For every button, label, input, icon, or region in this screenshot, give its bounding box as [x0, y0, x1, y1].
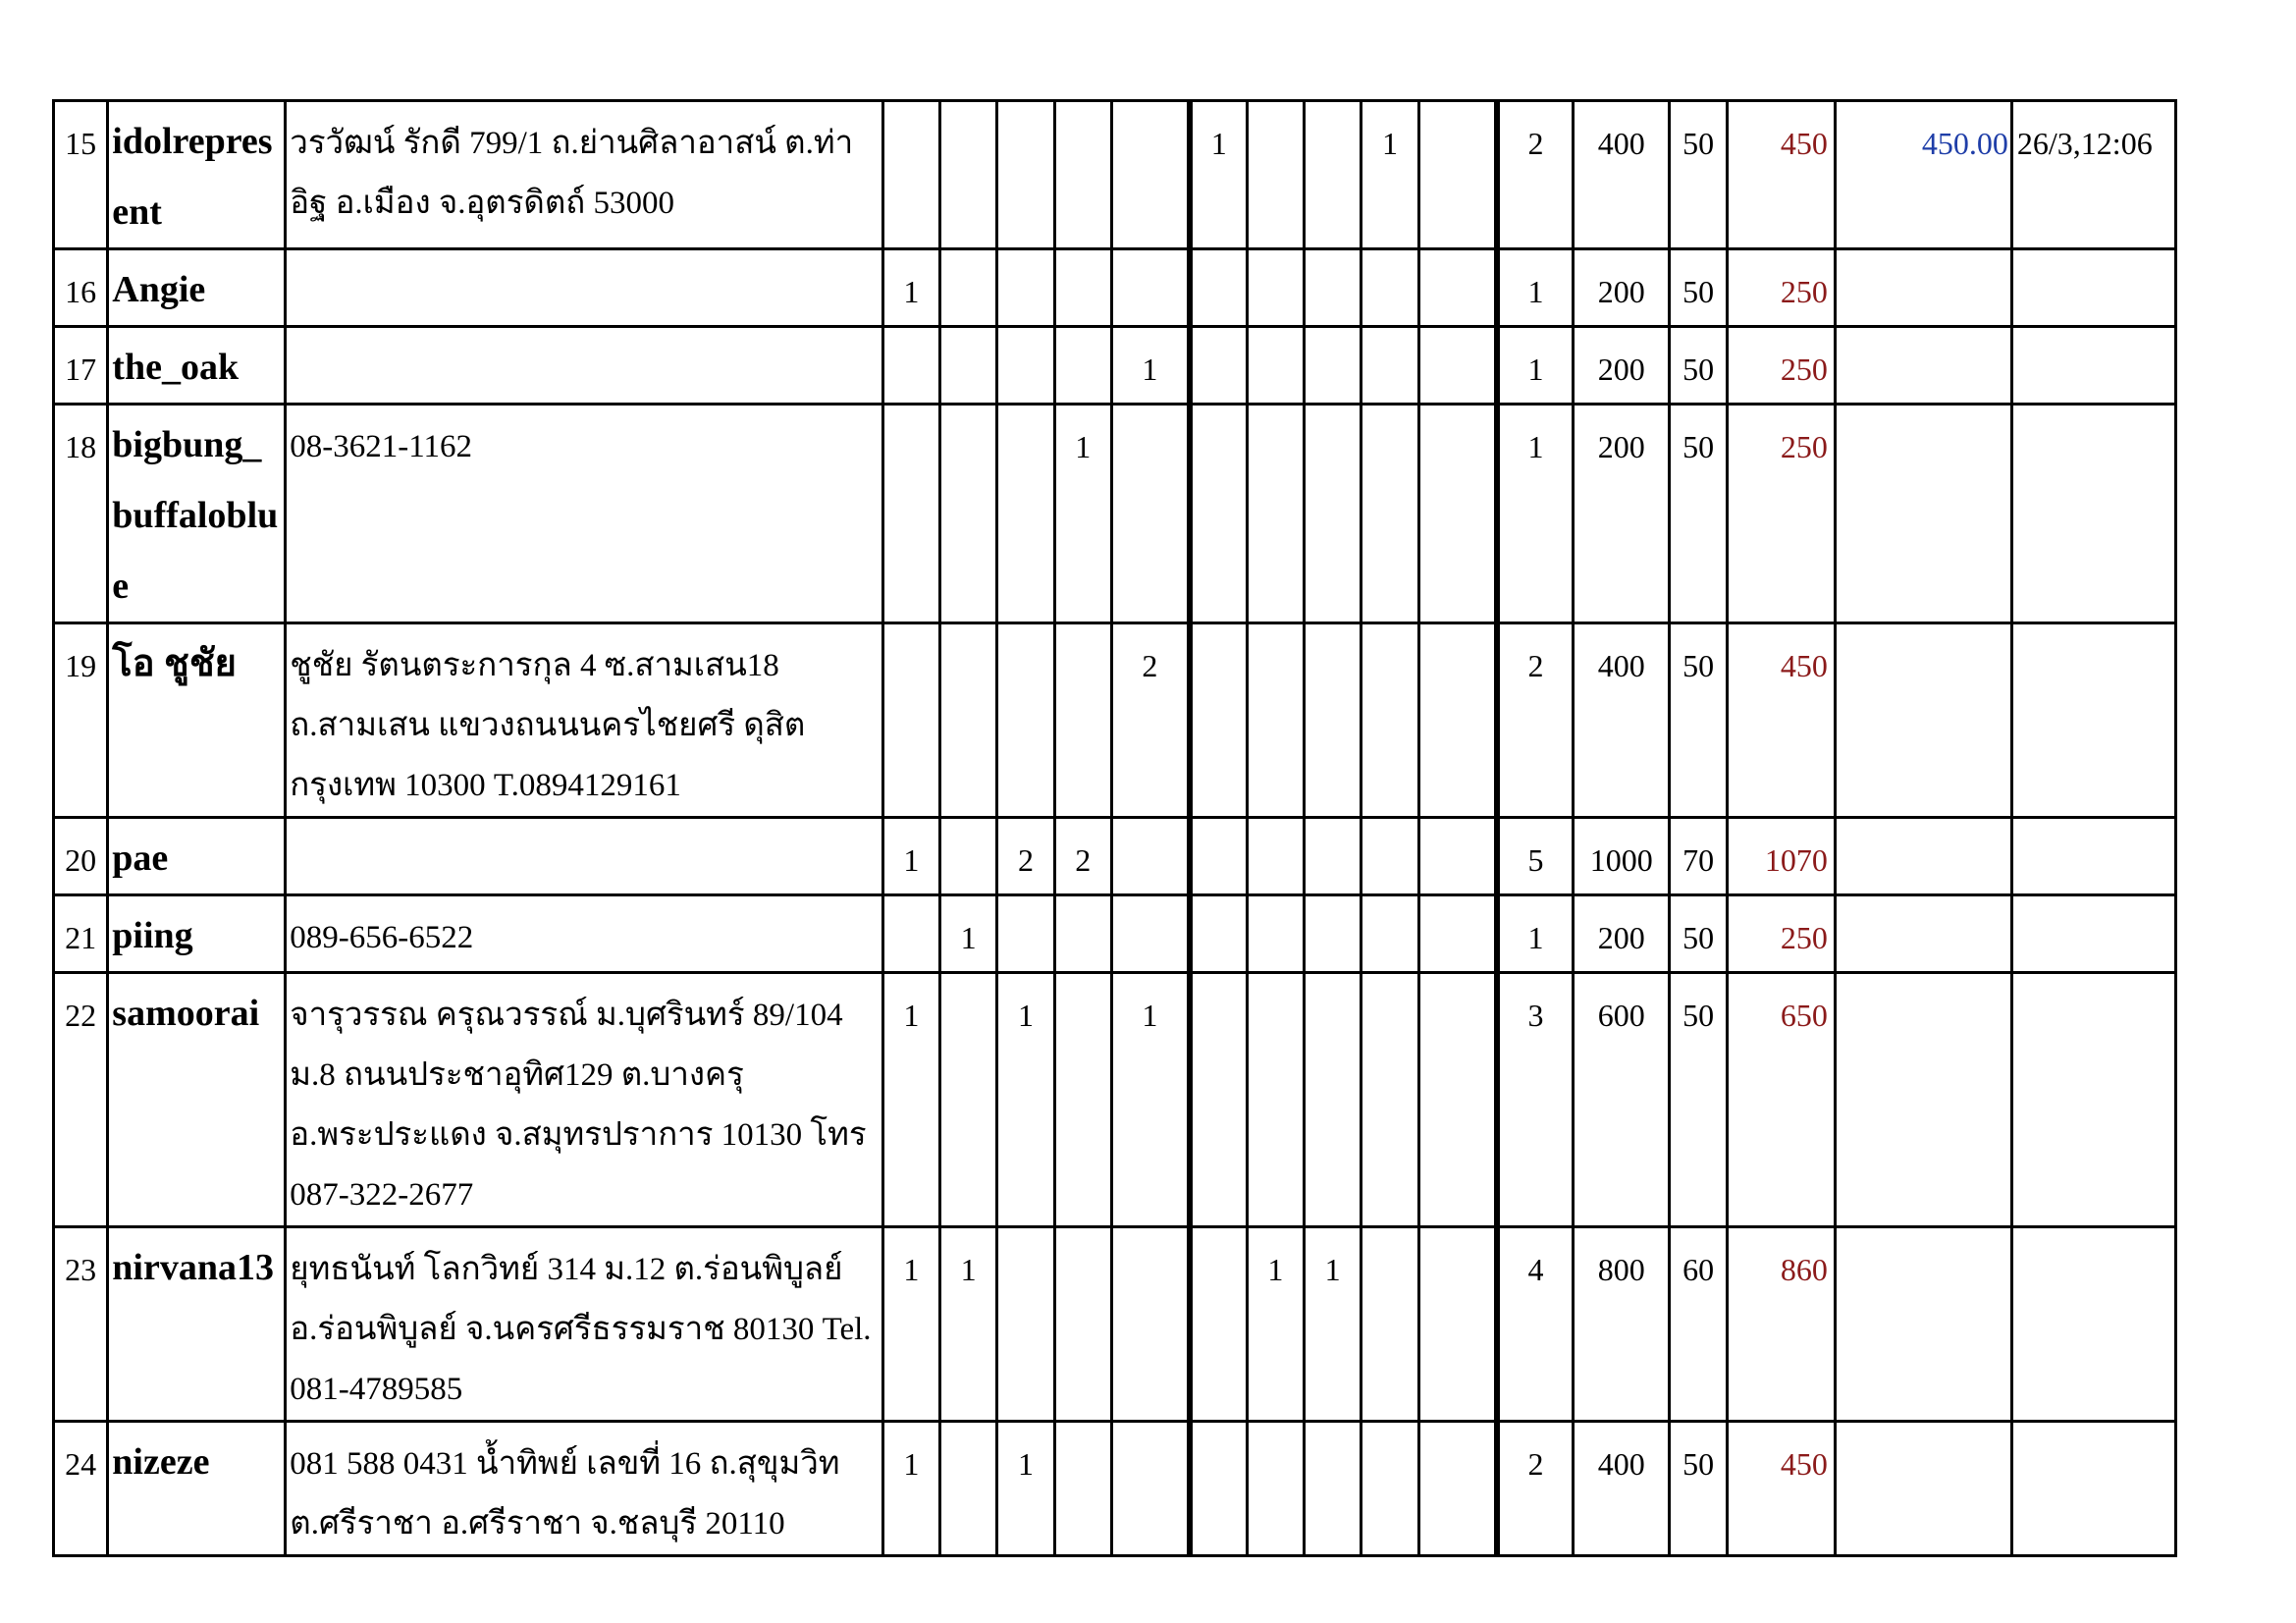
total-cell-text: 250	[1780, 274, 1828, 309]
paid-amount-cell	[1835, 327, 2011, 405]
item-qty-cell-7	[1247, 101, 1304, 249]
item-qty-cell-4-text: 2	[1075, 842, 1092, 878]
item-qty-cell-4	[1054, 623, 1111, 818]
paid-amount-cell	[1835, 1227, 2011, 1422]
table-row	[54, 895, 2176, 973]
price-cell-text: 400	[1597, 126, 1645, 161]
item-qty-cell-2	[939, 818, 996, 895]
shipping-cell-text: 50	[1682, 998, 1715, 1033]
item-qty-cell-2-text: 1	[960, 920, 977, 955]
total-cell	[1728, 327, 1836, 405]
item-qty-cell-3	[997, 623, 1054, 818]
price-cell	[1574, 101, 1670, 249]
customer-name-cell-text: โอ ชูชัย	[112, 643, 237, 684]
total-cell	[1728, 1422, 1836, 1556]
paid-amount-cell	[1835, 895, 2011, 973]
total-cell	[1728, 895, 1836, 973]
shipping-cell	[1670, 895, 1728, 973]
price-cell-text: 200	[1597, 429, 1645, 464]
item-qty-cell-1	[882, 1227, 939, 1422]
item-qty-cell-8	[1304, 895, 1361, 973]
total-cell-text: 860	[1780, 1252, 1828, 1287]
item-qty-cell-8-text: 1	[1324, 1252, 1341, 1287]
quantity-cell	[1497, 101, 1574, 249]
item-qty-cell-4	[1054, 1422, 1111, 1556]
item-qty-cell-5	[1111, 1227, 1189, 1422]
item-qty-cell-10	[1418, 1422, 1496, 1556]
item-qty-cell-3	[997, 101, 1054, 249]
item-qty-cell-3	[997, 818, 1054, 895]
item-qty-cell-9	[1362, 818, 1418, 895]
order-table	[52, 99, 2177, 1557]
paid-time-cell	[2011, 895, 2175, 973]
price-cell	[1574, 895, 1670, 973]
shipping-cell	[1670, 249, 1728, 327]
item-qty-cell-3	[997, 327, 1054, 405]
total-cell-text: 450	[1780, 1446, 1828, 1482]
row-number-cell-text: 16	[65, 274, 97, 309]
item-qty-cell-7	[1247, 405, 1304, 623]
item-qty-cell-9	[1362, 101, 1418, 249]
item-qty-cell-6	[1190, 405, 1247, 623]
shipping-cell	[1670, 973, 1728, 1227]
row-number-cell-text: 24	[65, 1446, 97, 1482]
quantity-cell-text: 5	[1527, 842, 1544, 878]
shipping-cell	[1670, 405, 1728, 623]
item-qty-cell-8	[1304, 973, 1361, 1227]
table-row	[54, 101, 2176, 249]
item-qty-cell-4-text: 1	[1075, 429, 1092, 464]
price-cell	[1574, 623, 1670, 818]
item-qty-cell-10	[1418, 623, 1496, 818]
quantity-cell-text: 3	[1527, 998, 1544, 1033]
item-qty-cell-4	[1054, 101, 1111, 249]
item-qty-cell-9	[1362, 973, 1418, 1227]
shipping-cell-text: 50	[1682, 648, 1715, 683]
address-cell	[286, 818, 882, 895]
item-qty-cell-6	[1190, 895, 1247, 973]
paid-time-cell	[2011, 327, 2175, 405]
address-cell	[286, 1227, 882, 1422]
item-qty-cell-3	[997, 895, 1054, 973]
quantity-cell-text: 1	[1527, 920, 1544, 955]
item-qty-cell-9	[1362, 405, 1418, 623]
item-qty-cell-8	[1304, 405, 1361, 623]
quantity-cell-text: 1	[1527, 429, 1544, 464]
address-cell	[286, 973, 882, 1227]
quantity-cell	[1497, 1227, 1574, 1422]
item-qty-cell-4	[1054, 1227, 1111, 1422]
customer-name-cell	[108, 623, 286, 818]
total-cell-text: 250	[1780, 429, 1828, 464]
item-qty-cell-5	[1111, 895, 1189, 973]
price-cell-text: 200	[1597, 274, 1645, 309]
item-qty-cell-6	[1190, 327, 1247, 405]
shipping-cell-text: 60	[1682, 1252, 1715, 1287]
row-number-cell	[54, 623, 108, 818]
shipping-cell-text: 50	[1682, 274, 1715, 309]
item-qty-cell-4	[1054, 249, 1111, 327]
item-qty-cell-10	[1418, 818, 1496, 895]
customer-name-cell-text: Angie	[112, 269, 206, 310]
row-number-cell-text: 17	[65, 352, 97, 387]
item-qty-cell-2	[939, 249, 996, 327]
address-cell-text: ชูชัย รัตนตระการกุล 4 ซ.สามเสน18 ถ.สามเสน แขวงถนนนครไชยศรี ดุสิต กรุงเทพ 10300 T.0894129161	[290, 648, 814, 803]
total-cell-text: 1070	[1764, 842, 1828, 878]
item-qty-cell-3	[997, 973, 1054, 1227]
row-number-cell-text: 22	[65, 998, 97, 1033]
shipping-cell	[1670, 818, 1728, 895]
item-qty-cell-4	[1054, 818, 1111, 895]
quantity-cell	[1497, 327, 1574, 405]
item-qty-cell-7	[1247, 327, 1304, 405]
total-cell-text: 650	[1780, 998, 1828, 1033]
customer-name-cell	[108, 973, 286, 1227]
row-number-cell	[54, 101, 108, 249]
item-qty-cell-9	[1362, 1422, 1418, 1556]
item-qty-cell-1	[882, 973, 939, 1227]
item-qty-cell-1-text: 1	[903, 1446, 920, 1482]
item-qty-cell-5-text: 1	[1142, 352, 1158, 387]
paid-time-cell	[2011, 973, 2175, 1227]
item-qty-cell-8	[1304, 1227, 1361, 1422]
item-qty-cell-6	[1190, 1227, 1247, 1422]
item-qty-cell-5	[1111, 818, 1189, 895]
quantity-cell-text: 2	[1527, 126, 1544, 161]
shipping-cell-text: 50	[1682, 126, 1715, 161]
item-qty-cell-10	[1418, 327, 1496, 405]
price-cell-text: 400	[1597, 1446, 1645, 1482]
paid-amount-cell	[1835, 101, 2011, 249]
paid-amount-cell	[1835, 623, 2011, 818]
shipping-cell	[1670, 1422, 1728, 1556]
paid-time-cell-text: 26/3,12:06	[2016, 126, 2153, 161]
quantity-cell-text: 1	[1527, 352, 1544, 387]
customer-name-cell	[108, 101, 286, 249]
customer-name-cell-text: nizeze	[112, 1441, 210, 1483]
total-cell	[1728, 101, 1836, 249]
row-number-cell-text: 23	[65, 1252, 97, 1287]
item-qty-cell-1-text: 1	[903, 274, 920, 309]
quantity-cell	[1497, 973, 1574, 1227]
item-qty-cell-9-text: 1	[1381, 126, 1398, 161]
item-qty-cell-1	[882, 623, 939, 818]
total-cell	[1728, 405, 1836, 623]
item-qty-cell-2	[939, 1227, 996, 1422]
quantity-cell	[1497, 1422, 1574, 1556]
item-qty-cell-6	[1190, 101, 1247, 249]
address-cell	[286, 101, 882, 249]
address-cell-text: ยุทธนันท์ โลกวิทย์ 314 ม.12 ต.ร่อนพิบูลย์ อ.ร่อนพิบูลย์ จ.นครศรีธรรมราช 80130 Tel. 081-4789585	[290, 1252, 880, 1407]
item-qty-cell-7	[1247, 895, 1304, 973]
quantity-cell-text: 2	[1527, 1446, 1544, 1482]
item-qty-cell-1	[882, 249, 939, 327]
row-number-cell-text: 20	[65, 842, 97, 878]
item-qty-cell-9	[1362, 623, 1418, 818]
shipping-cell	[1670, 101, 1728, 249]
item-qty-cell-5	[1111, 327, 1189, 405]
paid-time-cell	[2011, 1422, 2175, 1556]
item-qty-cell-1	[882, 895, 939, 973]
customer-name-cell-text: bigbung_buffaloblue	[112, 424, 279, 607]
table-row	[54, 1422, 2176, 1556]
item-qty-cell-2	[939, 623, 996, 818]
row-number-cell	[54, 249, 108, 327]
item-qty-cell-9	[1362, 327, 1418, 405]
address-cell	[286, 895, 882, 973]
item-qty-cell-1-text: 1	[903, 1252, 920, 1287]
price-cell-text: 200	[1597, 920, 1645, 955]
item-qty-cell-6	[1190, 973, 1247, 1227]
shipping-cell-text: 50	[1682, 352, 1715, 387]
row-number-cell	[54, 973, 108, 1227]
shipping-cell	[1670, 1227, 1728, 1422]
item-qty-cell-10	[1418, 101, 1496, 249]
quantity-cell	[1497, 249, 1574, 327]
paid-time-cell	[2011, 101, 2175, 249]
item-qty-cell-7	[1247, 973, 1304, 1227]
table-row	[54, 1227, 2176, 1422]
shipping-cell-text: 70	[1682, 842, 1715, 878]
customer-name-cell	[108, 1422, 286, 1556]
customer-name-cell-text: nirvana13	[112, 1247, 274, 1288]
total-cell	[1728, 818, 1836, 895]
paid-amount-cell	[1835, 1422, 2011, 1556]
item-qty-cell-3	[997, 405, 1054, 623]
item-qty-cell-10	[1418, 249, 1496, 327]
shipping-cell-text: 50	[1682, 920, 1715, 955]
order-table-body	[54, 101, 2176, 1556]
item-qty-cell-9	[1362, 1227, 1418, 1422]
price-cell-text: 600	[1597, 998, 1645, 1033]
total-cell	[1728, 623, 1836, 818]
address-cell-text: 081 588 0431 น้ำทิพย์ เลขที่ 16 ถ.สุขุมวิท ต.ศรีราชา อ.ศรีราชา จ.ชลบุรี 20110	[290, 1446, 848, 1542]
address-cell-text: วรวัฒน์ รักดี 799/1 ถ.ย่านศิลาอาสน์ ต.ท่าอิฐ อ.เมือง จ.อุตรดิตถ์ 53000	[290, 126, 854, 221]
price-cell	[1574, 818, 1670, 895]
price-cell-text: 800	[1597, 1252, 1645, 1287]
total-cell-text: 250	[1780, 352, 1828, 387]
total-cell-text: 450	[1780, 648, 1828, 683]
row-number-cell	[54, 895, 108, 973]
price-cell	[1574, 1227, 1670, 1422]
shipping-cell	[1670, 623, 1728, 818]
customer-name-cell-text: piing	[112, 915, 193, 956]
shipping-cell	[1670, 327, 1728, 405]
item-qty-cell-3	[997, 1422, 1054, 1556]
item-qty-cell-1	[882, 101, 939, 249]
address-cell	[286, 405, 882, 623]
item-qty-cell-5-text: 2	[1142, 648, 1158, 683]
price-cell-text: 200	[1597, 352, 1645, 387]
table-row	[54, 249, 2176, 327]
item-qty-cell-5	[1111, 405, 1189, 623]
paid-time-cell	[2011, 405, 2175, 623]
price-cell	[1574, 1422, 1670, 1556]
item-qty-cell-8	[1304, 249, 1361, 327]
row-number-cell	[54, 1227, 108, 1422]
paid-amount-cell	[1835, 973, 2011, 1227]
item-qty-cell-7-text: 1	[1267, 1252, 1284, 1287]
paid-amount-cell	[1835, 249, 2011, 327]
shipping-cell-text: 50	[1682, 429, 1715, 464]
quantity-cell	[1497, 818, 1574, 895]
customer-name-cell	[108, 249, 286, 327]
quantity-cell	[1497, 895, 1574, 973]
table-row	[54, 623, 2176, 818]
price-cell-text: 400	[1597, 648, 1645, 683]
item-qty-cell-6	[1190, 249, 1247, 327]
customer-name-cell-text: pae	[112, 838, 169, 879]
item-qty-cell-10	[1418, 1227, 1496, 1422]
item-qty-cell-3-text: 1	[1017, 998, 1034, 1033]
item-qty-cell-5	[1111, 249, 1189, 327]
quantity-cell-text: 2	[1527, 648, 1544, 683]
total-cell	[1728, 249, 1836, 327]
quantity-cell	[1497, 405, 1574, 623]
item-qty-cell-5	[1111, 973, 1189, 1227]
customer-name-cell	[108, 895, 286, 973]
customer-name-cell	[108, 1227, 286, 1422]
shipping-cell-text: 50	[1682, 1446, 1715, 1482]
item-qty-cell-1-text: 1	[903, 998, 920, 1033]
item-qty-cell-3	[997, 249, 1054, 327]
paid-time-cell	[2011, 1227, 2175, 1422]
item-qty-cell-1	[882, 405, 939, 623]
item-qty-cell-2	[939, 327, 996, 405]
address-cell	[286, 1422, 882, 1556]
item-qty-cell-4	[1054, 895, 1111, 973]
item-qty-cell-3	[997, 1227, 1054, 1422]
total-cell	[1728, 1227, 1836, 1422]
item-qty-cell-2	[939, 405, 996, 623]
paid-time-cell	[2011, 623, 2175, 818]
quantity-cell-text: 1	[1527, 274, 1544, 309]
paid-amount-cell	[1835, 405, 2011, 623]
customer-name-cell-text: samoorai	[112, 993, 260, 1034]
table-row	[54, 818, 2176, 895]
item-qty-cell-3-text: 1	[1017, 1446, 1034, 1482]
item-qty-cell-7	[1247, 623, 1304, 818]
row-number-cell-text: 21	[65, 920, 97, 955]
item-qty-cell-1	[882, 327, 939, 405]
item-qty-cell-5	[1111, 101, 1189, 249]
item-qty-cell-10	[1418, 405, 1496, 623]
total-cell	[1728, 973, 1836, 1227]
item-qty-cell-6	[1190, 1422, 1247, 1556]
address-cell-text: 089-656-6522	[290, 920, 474, 955]
item-qty-cell-8	[1304, 818, 1361, 895]
item-qty-cell-9	[1362, 249, 1418, 327]
row-number-cell	[54, 1422, 108, 1556]
address-cell	[286, 623, 882, 818]
item-qty-cell-8	[1304, 101, 1361, 249]
total-cell-text: 450	[1780, 126, 1828, 161]
item-qty-cell-4	[1054, 327, 1111, 405]
table-row	[54, 405, 2176, 623]
customer-name-cell	[108, 405, 286, 623]
row-number-cell-text: 19	[65, 648, 97, 683]
customer-name-cell	[108, 327, 286, 405]
item-qty-cell-4	[1054, 405, 1111, 623]
item-qty-cell-2	[939, 973, 996, 1227]
item-qty-cell-4	[1054, 973, 1111, 1227]
table-row	[54, 973, 2176, 1227]
item-qty-cell-6	[1190, 623, 1247, 818]
item-qty-cell-7	[1247, 818, 1304, 895]
item-qty-cell-10	[1418, 973, 1496, 1227]
quantity-cell	[1497, 623, 1574, 818]
customer-name-cell-text: idolrepresent	[112, 121, 273, 233]
item-qty-cell-8	[1304, 1422, 1361, 1556]
item-qty-cell-10	[1418, 895, 1496, 973]
item-qty-cell-5	[1111, 1422, 1189, 1556]
item-qty-cell-7	[1247, 249, 1304, 327]
item-qty-cell-7	[1247, 1227, 1304, 1422]
address-cell-text: จารุวรรณ ครุณวรรณ์ ม.บุศรินทร์ 89/104 ม.8 ถนนประชาอุทิศ129 ต.บางครุ อ.พระประแดง จ.สมุทรปราการ 10130 โทร 087-322-2677	[290, 998, 875, 1213]
quantity-cell-text: 4	[1527, 1252, 1544, 1287]
paid-time-cell	[2011, 818, 2175, 895]
price-cell	[1574, 405, 1670, 623]
row-number-cell	[54, 405, 108, 623]
total-cell-text: 250	[1780, 920, 1828, 955]
item-qty-cell-5-text: 1	[1142, 998, 1158, 1033]
item-qty-cell-8	[1304, 327, 1361, 405]
address-cell	[286, 327, 882, 405]
customer-name-cell-text: the_oak	[112, 347, 240, 388]
address-cell-text: 08-3621-1162	[290, 429, 473, 464]
item-qty-cell-2	[939, 101, 996, 249]
paid-amount-cell-text: 450.00	[1921, 126, 2008, 161]
row-number-cell-text: 18	[65, 429, 97, 464]
paid-amount-cell	[1835, 818, 2011, 895]
price-cell	[1574, 973, 1670, 1227]
paid-time-cell	[2011, 249, 2175, 327]
item-qty-cell-1-text: 1	[903, 842, 920, 878]
address-cell	[286, 249, 882, 327]
item-qty-cell-1	[882, 1422, 939, 1556]
item-qty-cell-9	[1362, 895, 1418, 973]
item-qty-cell-1	[882, 818, 939, 895]
row-number-cell	[54, 818, 108, 895]
item-qty-cell-3-text: 2	[1017, 842, 1034, 878]
price-cell-text: 1000	[1589, 842, 1653, 878]
item-qty-cell-7	[1247, 1422, 1304, 1556]
customer-name-cell	[108, 818, 286, 895]
row-number-cell	[54, 327, 108, 405]
item-qty-cell-6-text: 1	[1210, 126, 1227, 161]
row-number-cell-text: 15	[65, 126, 97, 161]
price-cell	[1574, 249, 1670, 327]
item-qty-cell-6	[1190, 818, 1247, 895]
item-qty-cell-2	[939, 895, 996, 973]
price-cell	[1574, 327, 1670, 405]
table-row	[54, 327, 2176, 405]
item-qty-cell-5	[1111, 623, 1189, 818]
item-qty-cell-8	[1304, 623, 1361, 818]
item-qty-cell-2-text: 1	[960, 1252, 977, 1287]
item-qty-cell-2	[939, 1422, 996, 1556]
